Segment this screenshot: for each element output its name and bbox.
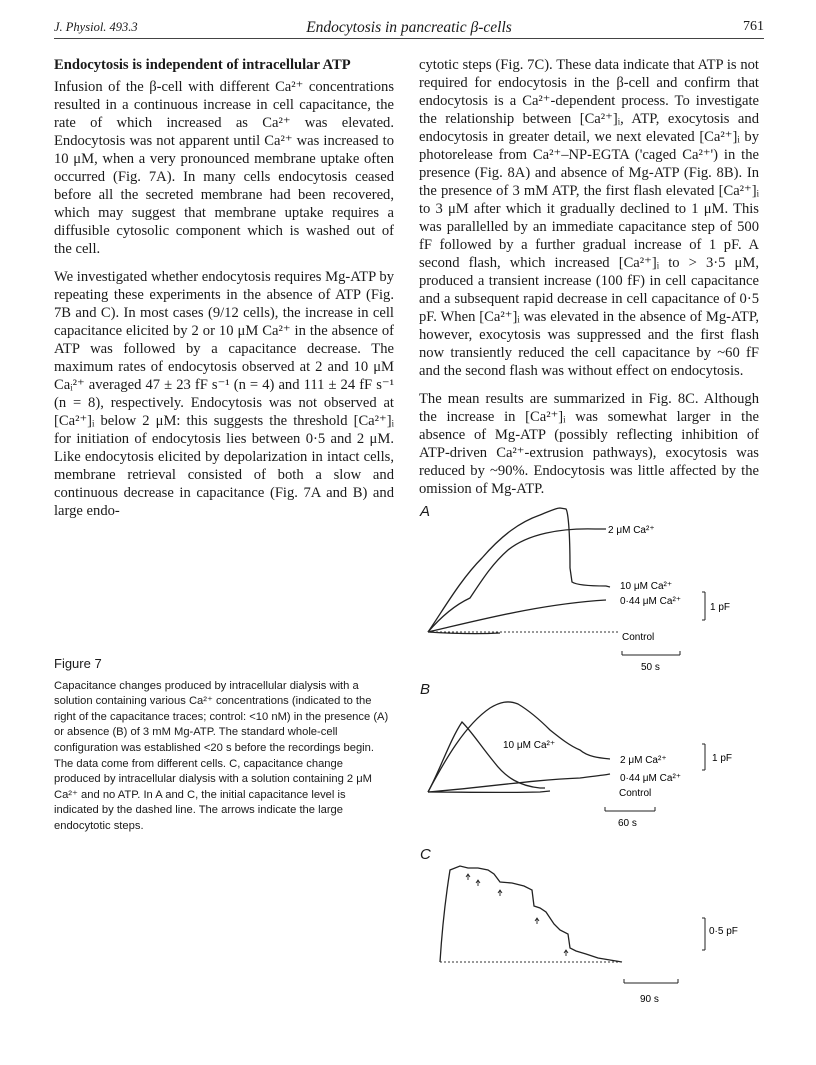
label-10um: 10 μM Ca²⁺ bbox=[620, 581, 673, 592]
trace-2um-ca bbox=[428, 529, 606, 632]
trace-044um-ca bbox=[428, 774, 610, 792]
panel-letter-c: C bbox=[420, 846, 431, 863]
figure-caption bbox=[54, 656, 389, 835]
label-10um: 10 μM Ca²⁺ bbox=[503, 740, 556, 751]
header-rule bbox=[54, 38, 764, 39]
x-scale-bar bbox=[605, 807, 655, 811]
page-number: 761 bbox=[743, 19, 764, 34]
label-2um: 2 μM Ca²⁺ bbox=[620, 755, 667, 766]
y-scale-bar bbox=[702, 744, 705, 770]
section-heading: Endocytosis is independent of intracellular ATP bbox=[54, 57, 351, 73]
running-title: Endocytosis in pancreatic β-cells bbox=[306, 19, 512, 36]
x-scale-bar bbox=[622, 651, 680, 655]
endocytotic-step-arrows bbox=[466, 874, 568, 956]
y-scale-label: 1 pF bbox=[710, 602, 731, 613]
arrow bbox=[476, 880, 480, 886]
trace-10um-ca bbox=[428, 508, 610, 632]
arrow bbox=[564, 950, 568, 956]
x-scale-label: 90 s bbox=[640, 994, 659, 1005]
figure-panel-a bbox=[420, 500, 750, 680]
panel-letter-b: B bbox=[420, 681, 431, 698]
label-control: Control bbox=[619, 788, 652, 799]
paragraph: We investigated whether endocytosis requires Mg-ATP by repeating these experiments in the absence of ATP (Fig. 7B and C). In most cases (9/12 cells), the increase in cell capacitance elicited by 2 or 10 μM Ca²⁺ in the absence of ATP was followed by a capacitance decrease. The maximum rates of endocytosis observed at 2 and 10 μM Caᵢ²⁺ averaged 47 ± 23 fF s⁻¹ (n = 4) and 111 ± 24 fF s⁻¹ (n = 8), respectively. Endocytosis was not observed at [Ca²⁺]ᵢ below 2 μM: this suggests the threshold [Ca²⁺]ᵢ for initiation of endocytosis lies between 0·5 and 2 μM. Like endocytosis elicited by depolarization in intact cells, membrane retrieval consisted of both a slow and continuous decrease in capacitance (Fig. 7A and B) and large endo- bbox=[54, 269, 394, 519]
panel-letter-a: A bbox=[420, 503, 431, 520]
paragraph: cytotic steps (Fig. 7C). These data indicate that ATP is not required for endocytosis in the β-cell and confirm that endocytosis is a Ca²⁺-dependent process. To investigate the relationship between [Ca²⁺]ᵢ, ATP, exocytosis and endocytosis in greater detail, we next elevated [Ca²⁺]ᵢ by photorelease from Ca²⁺–NP-EGTA ('caged Ca²⁺') in the presence (Fig. 8A) and absence of Mg-ATP (Fig. 8B). In the presence of 3 mM ATP, the first flash elevated [Ca²⁺]ᵢ to 3 μM after which it gradually declined to 1 μM. This was parallelled by an immediate capacitance step of 500 fF followed by a further gradual increase of 1 pF. A second flash, which increased [Ca²⁺]ᵢ to > 3·5 μM, produced a transient increase (100 fF) in cell capacitance and a subsequent rapid decrease in cell capacitance of 0·5 pF. When [Ca²⁺]ᵢ was elevated in the absence of Mg-ATP, however, exocytosis was suppressed and the first flash now transiently reduced the cell capacitance by ~60 fF and the second flash was without effect on endocytosis. bbox=[419, 57, 759, 379]
label-2um: 2 μM Ca²⁺ bbox=[608, 525, 655, 536]
trace-2um-ca-no-atp bbox=[440, 866, 622, 962]
caption-text: Capacitance changes produced by intracellular dialysis with a solution containing various Ca²⁺ concentrations (indicated to the right of the capacitance traces; control: <10 nM) in the presence (A) or absence (B) of 3 mM Mg-ATP. The standard whole-cell configuration was established <20 s before the recordings begin. The data come from different cells. C, capacitance change produced by intracellular dialysis with a solution containing 2 μM Ca²⁺ and no ATP. In A and C, the initial capacitance level is indicated by the dashed line. The arrows indicate the large endocytotic steps. bbox=[54, 679, 389, 832]
y-scale-bar bbox=[702, 918, 705, 950]
x-scale-label: 50 s bbox=[641, 662, 660, 673]
paragraph: Infusion of the β-cell with different Ca²⁺ concentrations resulted in a continuous increase in cell capacitance, the rate of which increased as Ca²⁺ was elevated. Endocytosis was not apparent until Ca²⁺ was increased to 10 μM, when a very pronounced membrane uptake often occurred (Fig. 7A). In many cells endocytosis ceased before all the secreted membrane had been recovered, which may suggest that membrane uptake requires a diffusible cytosolic component which is washed out of the cell. bbox=[54, 79, 394, 257]
label-control: Control bbox=[622, 632, 655, 643]
figure-panel-c bbox=[420, 850, 750, 1010]
right-column bbox=[419, 56, 759, 508]
y-scale-bar bbox=[702, 592, 705, 620]
trace-control bbox=[428, 791, 550, 792]
y-scale-label: 0·5 pF bbox=[709, 926, 738, 937]
x-scale-label: 60 s bbox=[618, 818, 637, 829]
arrow bbox=[466, 874, 470, 880]
trace-044um-ca bbox=[428, 600, 606, 632]
label-044um: 0·44 μM Ca²⁺ bbox=[620, 773, 682, 784]
figure-title: Figure 7 bbox=[54, 656, 102, 671]
x-scale-bar bbox=[624, 979, 678, 983]
arrow bbox=[498, 890, 502, 896]
figure-panel-b bbox=[420, 690, 750, 830]
paragraph: The mean results are summarized in Fig. 8C. Although the increase in [Ca²⁺]ᵢ was somewhat larger in the absence of Mg-ATP (possibly reflecting inhibition of ATP-driven Ca²⁺-extrusion pathways), exocytosis was reduced by ~90%. Endocytosis was little affected by the omission of Mg-ATP. bbox=[419, 391, 759, 497]
label-044um: 0·44 μM Ca²⁺ bbox=[620, 596, 682, 607]
running-header bbox=[54, 14, 764, 36]
journal-citation: J. Physiol. 493.3 bbox=[54, 20, 138, 34]
y-scale-label: 1 pF bbox=[712, 753, 733, 764]
arrow bbox=[535, 918, 539, 924]
left-column bbox=[54, 56, 394, 530]
